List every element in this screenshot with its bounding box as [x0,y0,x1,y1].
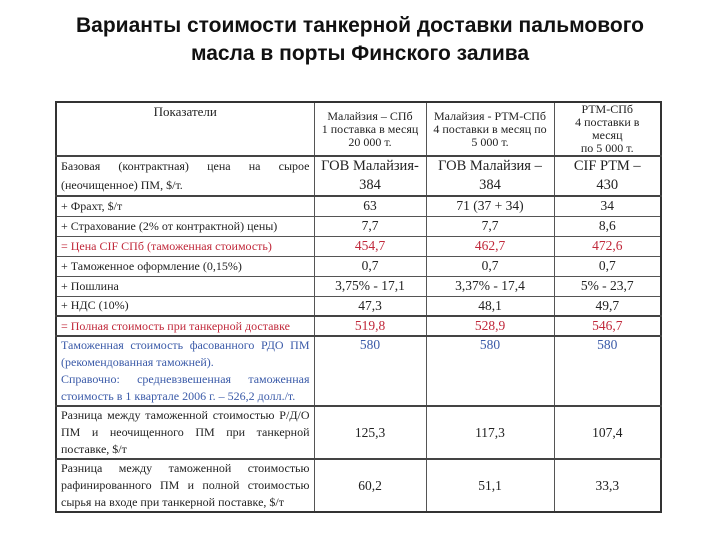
row-value: 7,7 [314,216,426,236]
row-value: 8,6 [554,216,661,236]
row-value: 33,3 [554,459,661,512]
row-value: 7,7 [426,216,554,236]
row-label: + Пошлина [56,276,314,296]
title-line-1: Варианты стоимости танкерной доставки пальмового [75,14,644,37]
row-value: 0,7 [554,256,661,276]
table-row [56,296,661,316]
row-value: 3,37% - 17,4 [426,276,554,296]
table-header-row [56,102,661,156]
row-value: 5% - 23,7 [554,276,661,296]
cost-table [55,101,662,513]
row-value: 63 [314,196,426,216]
table-row [56,276,661,296]
page-title [0,12,720,68]
row-value: 462,7 [426,236,554,256]
row-value: 125,3 [314,406,426,459]
header-col-rtm-spb: РТМ-СПб 4 поставки в месяц по 5 000 т. [554,102,661,156]
row-value: CIF РТМ – 430 [554,156,661,196]
row-label: + Фрахт, $/т [56,196,314,216]
title-line-2: масла в порты Финского залива [190,42,530,65]
row-value: 117,3 [426,406,554,459]
row-value: 528,9 [426,316,554,336]
row-value: 71 (37 + 34) [426,196,554,216]
table-row [56,406,661,459]
cost-table-container [55,101,662,513]
row-value: 51,1 [426,459,554,512]
table-row-cif-price [56,236,661,256]
row-value: 34 [554,196,661,216]
row-value: ГОВ Малайзия – 384 [426,156,554,196]
row-value: 519,8 [314,316,426,336]
row-value: 472,6 [554,236,661,256]
header-col-malaysia-rtm-spb: Малайзия - РТМ-СПб 4 поставки в месяц по 5 000 т. [426,102,554,156]
table-row-customs-value [56,336,661,406]
row-label: + НДС (10%) [56,296,314,316]
row-value: 0,7 [314,256,426,276]
table-row [56,156,661,196]
row-value: 580 [554,336,661,406]
row-label: Таможенная стоимость фасованного РДО ПМ (рекомендованная таможней). Справочно: средневзвешенная таможенная стоимость в 1 квартале 2006 г. – 526,2 долл./т. [56,336,314,406]
row-value: 60,2 [314,459,426,512]
row-value: ГОВ Малайзия- 384 [314,156,426,196]
table-row [56,459,661,512]
row-value: 546,7 [554,316,661,336]
row-label: = Полная стоимость при танкерной доставке [56,316,314,336]
table-row [56,216,661,236]
table-row [56,196,661,216]
row-value: 48,1 [426,296,554,316]
table-row [56,256,661,276]
row-label: Разница между таможенной стоимостью Р/Д/О ПМ и неочищенного ПМ при танкерной поставке, $/т [56,406,314,459]
row-value: 580 [426,336,554,406]
row-label: Разница между таможенной стоимостью рафинированного ПМ и полной стоимостью сырья на входе при танкерной поставке, $/т [56,459,314,512]
row-value: 49,7 [554,296,661,316]
row-label: = Цена CIF СПб (таможенная стоимость) [56,236,314,256]
row-value: 580 [314,336,426,406]
row-value: 107,4 [554,406,661,459]
row-value: 0,7 [426,256,554,276]
row-label: Базовая (контрактная) цена на сырое (неочищенное) ПМ, $/т. [56,156,314,196]
row-value: 47,3 [314,296,426,316]
table-row-full-cost [56,316,661,336]
row-value: 3,75% - 17,1 [314,276,426,296]
row-label: + Страхование (2% от контрактной) цены) [56,216,314,236]
row-label: + Таможенное оформление (0,15%) [56,256,314,276]
header-col-malaysia-spb: Малайзия – СПб 1 поставка в месяц 20 000 т. [314,102,426,156]
header-indicator: Показатели [56,102,314,156]
row-value: 454,7 [314,236,426,256]
